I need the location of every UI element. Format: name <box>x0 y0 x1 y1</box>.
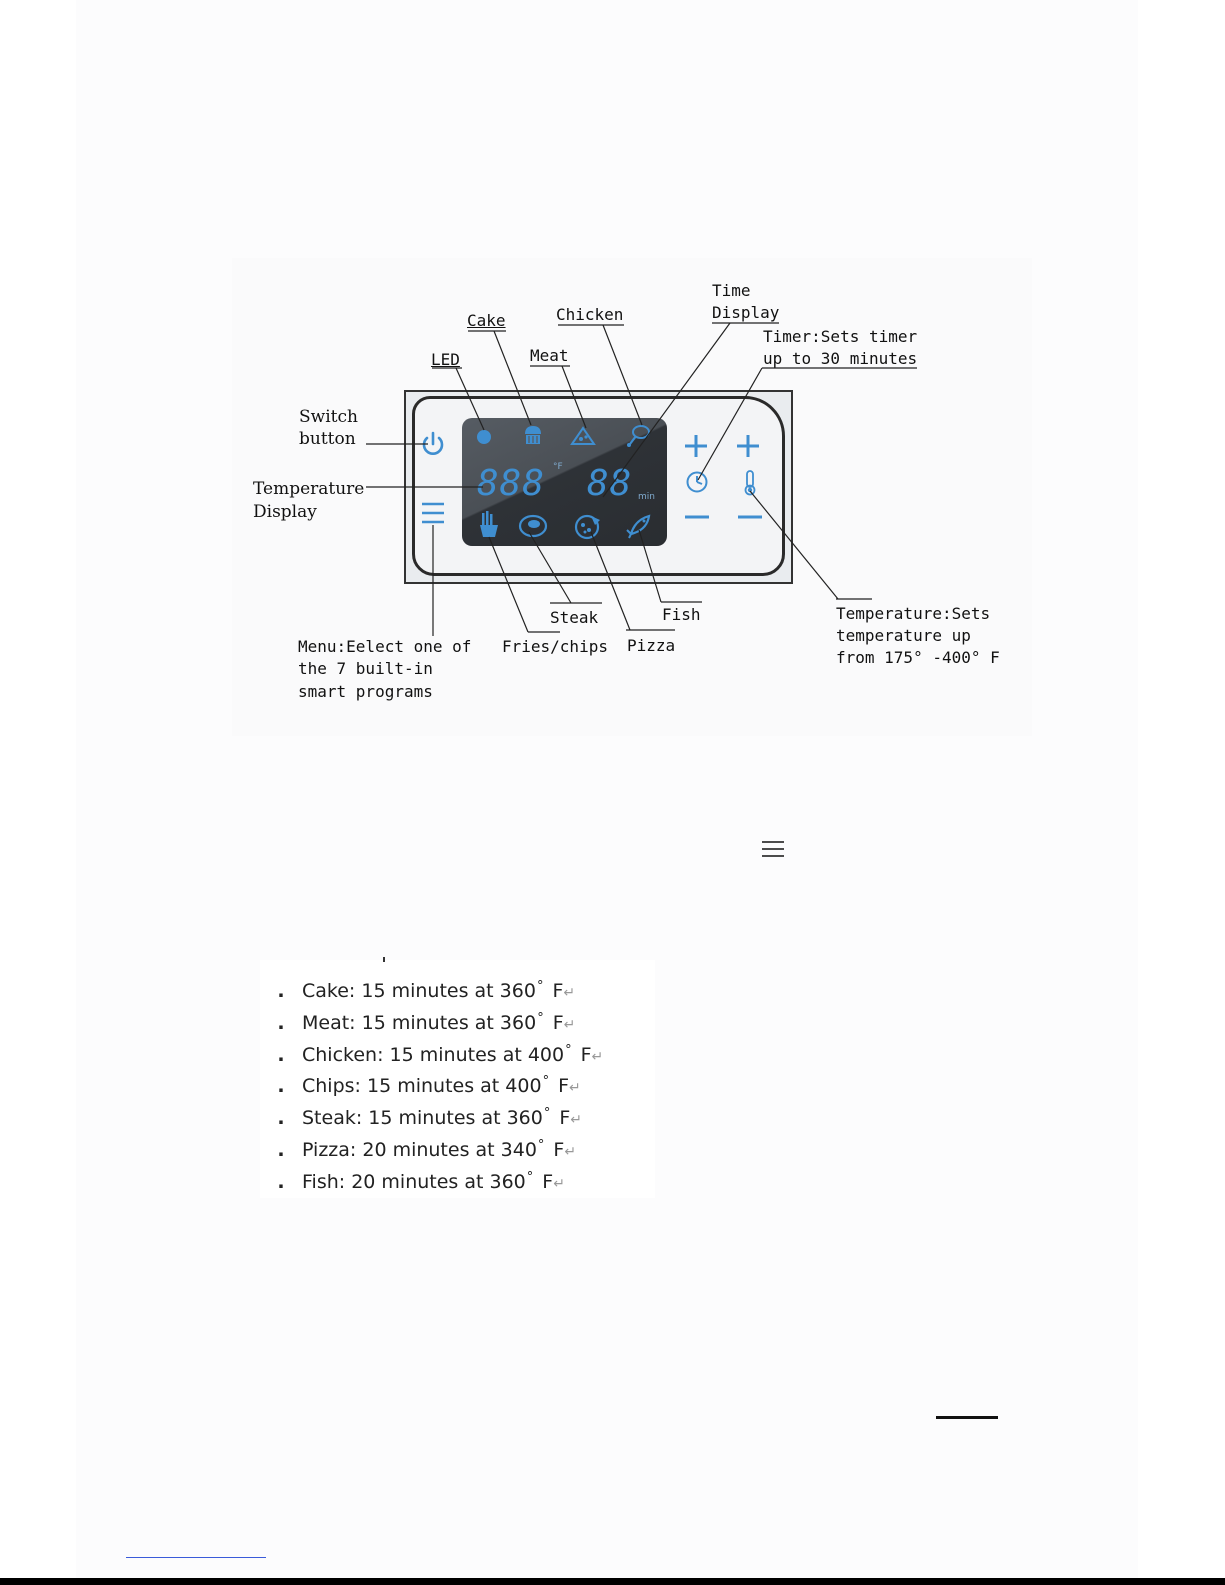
timer-minus-icon[interactable] <box>683 507 711 527</box>
temperature-control-label-line2: temperature up <box>836 626 971 645</box>
document-page <box>76 0 1138 1578</box>
separator-rule <box>936 1416 998 1419</box>
menu-label-line2: the 7 built-in <box>298 659 433 678</box>
temperature-unit: °F <box>553 462 563 472</box>
fish-label: Fish <box>662 605 701 624</box>
page-bottom-border <box>0 1578 1225 1585</box>
meat-label: Meat <box>530 346 569 365</box>
chicken-label: Chicken <box>556 305 624 324</box>
fries-icon <box>478 511 500 539</box>
program-item-steak: . Steak: 15 minutes at 360° F↵ <box>277 1106 583 1129</box>
time-display-label-line1: Time <box>712 281 751 300</box>
switch-button-label-line1: Switch <box>299 407 358 427</box>
steak-label: Steak <box>550 608 599 627</box>
cake-label: Cake <box>467 311 506 330</box>
switch-button-label-line2: button <box>299 429 356 449</box>
time-display-label-line2: Display <box>712 303 780 322</box>
footnote-rule <box>126 1557 266 1558</box>
menu-symbol-icon <box>761 840 785 860</box>
program-item-fish: . Fish: 20 minutes at 360° F↵ <box>277 1170 565 1193</box>
cake-icon <box>520 422 546 448</box>
time-digits: 88 <box>587 463 633 504</box>
power-icon[interactable] <box>419 429 447 459</box>
temperature-control-label-line1: Temperature:Sets <box>836 604 991 623</box>
temperature-plus-icon[interactable] <box>735 433 761 459</box>
thermometer-icon <box>742 469 758 497</box>
menu-label-line3: smart programs <box>298 682 433 701</box>
pizza-icon <box>573 512 603 540</box>
fish-icon <box>625 512 655 540</box>
temperature-minus-icon[interactable] <box>736 507 764 527</box>
temperature-display-label-line2: Display <box>253 502 317 522</box>
program-item-pizza: . Pizza: 20 minutes at 340° F↵ <box>277 1138 577 1161</box>
timer-label-line2: up to 30 minutes <box>763 349 918 368</box>
led-indicator <box>477 430 491 444</box>
temperature-display-label-line1: Temperature <box>253 479 365 499</box>
led-label: LED <box>431 350 460 369</box>
time-unit: min <box>638 492 655 502</box>
program-item-chicken: . Chicken: 15 minutes at 400° F↵ <box>277 1043 604 1066</box>
program-item-meat: . Meat: 15 minutes at 360° F↵ <box>277 1011 576 1034</box>
timer-plus-icon[interactable] <box>683 433 709 459</box>
timer-label-line1: Timer:Sets timer <box>763 327 918 346</box>
menu-icon[interactable] <box>420 500 446 526</box>
program-item-chips: . Chips: 15 minutes at 400° F↵ <box>277 1074 581 1097</box>
text-fragment-mark <box>383 957 385 962</box>
chicken-icon <box>625 423 653 449</box>
clock-icon <box>685 470 709 494</box>
fries-chips-label: Fries/chips <box>502 637 608 656</box>
pizza-label: Pizza <box>627 636 676 655</box>
menu-label-line1: Menu:Eelect one of <box>298 637 472 656</box>
smart-program-list <box>260 960 655 1198</box>
meat-icon <box>569 424 597 448</box>
program-item-cake: . Cake: 15 minutes at 360° F↵ <box>277 979 576 1002</box>
steak-icon <box>517 512 549 540</box>
temperature-control-label-line3: from 175° -400° F <box>836 648 1000 667</box>
temperature-digits: 888 <box>477 463 546 504</box>
